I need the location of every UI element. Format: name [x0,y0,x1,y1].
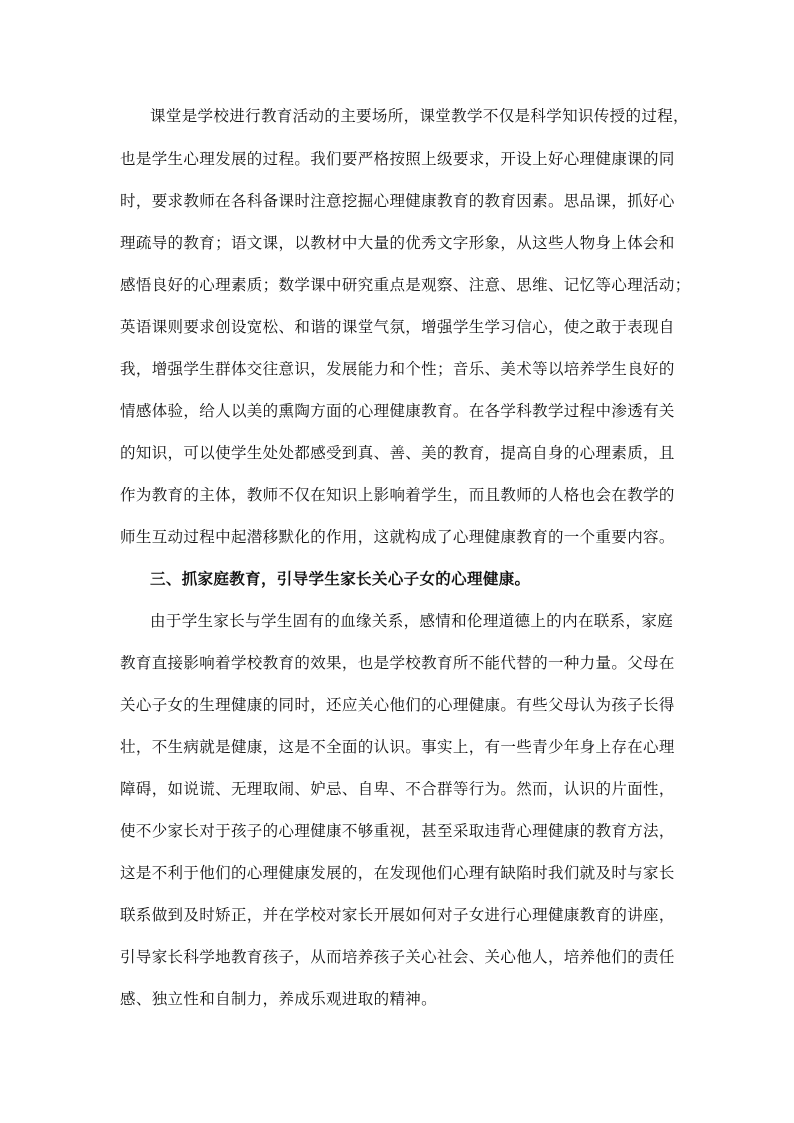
text-line-1: 课堂是学校进行教育活动的主要场所，课堂教学不仅是科学知识传授的过程， [150,107,689,125]
text-line-8: 情感体验，给人以美的熏陶方面的心理健康教育。在各学科教学过程中渗透有关 [120,402,675,420]
text-line-21: 引导家长科学地教育孩子，从而培养孩子关心社会、关心他人，培养他们的责任 [120,948,675,966]
text-line-16: 壮，不生病就是健康，这是不全面的认识。事实上，有一些青少年身上存在心理 [120,738,675,756]
text-line-20: 联系做到及时矫正，并在学校对家长开展如何对子女进行心理健康教育的讲座， [120,906,675,924]
text-line-18: 使不少家长对于孩子的心理健康不够重视，甚至采取违背心理健康的教育方法， [120,822,675,840]
text-line-4: 理疏导的教育；语文课，以教材中大量的优秀文字形象，从这些人物身上体会和 [120,234,675,252]
text-line-3: 时，要求教师在各科备课时注意挖掘心理健康教育的教育因素。思品课，抓好心 [120,192,675,210]
section-heading: 三、抓家庭教育，引导学生家长关心子女的心理健康。 [150,570,531,588]
text-line-22: 感、独立性和自制力，养成乐观进取的精神。 [120,990,438,1008]
text-line-6: 英语课则要求创设宽松、和谐的课堂气氛，增强学生学习信心，使之敢于表现自 [120,318,675,336]
text-line-10: 作为教育的主体，教师不仅在知识上影响着学生，而且教师的人格也会在教学的 [120,486,675,504]
text-line-14: 教育直接影响着学校教育的效果，也是学校教育所不能代替的一种力量。父母在 [120,654,675,672]
text-line-19: 这是不利于他们的心理健康发展的，在发现他们心理有缺陷时我们就及时与家长 [120,864,675,882]
text-line-2: 也是学生心理发展的过程。我们要严格按照上级要求，开设上好心理健康课的同 [120,150,675,168]
text-line-5: 感悟良好的心理素质；数学课中研究重点是观察、注意、思维、记忆等心理活动； [120,276,691,294]
text-line-9: 的知识，可以使学生处处都感受到真、善、美的教育，提高自身的心理素质，且 [120,444,675,462]
text-line-17: 障碍，如说谎、无理取闹、妒忌、自卑、不合群等行为。然而，认识的片面性， [120,780,675,798]
text-line-11: 师生互动过程中起潜移默化的作用，这就构成了心理健康教育的一个重要内容。 [120,528,675,546]
text-line-13: 由于学生家长与学生固有的血缘关系，感情和伦理道德上的内在联系，家庭 [150,612,674,630]
text-line-7: 我，增强学生群体交往意识，发展能力和个性；音乐、美术等以培养学生良好的 [120,360,675,378]
text-line-15: 关心子女的生理健康的同时，还应关心他们的心理健康。有些父母认为孩子长得 [120,696,675,714]
